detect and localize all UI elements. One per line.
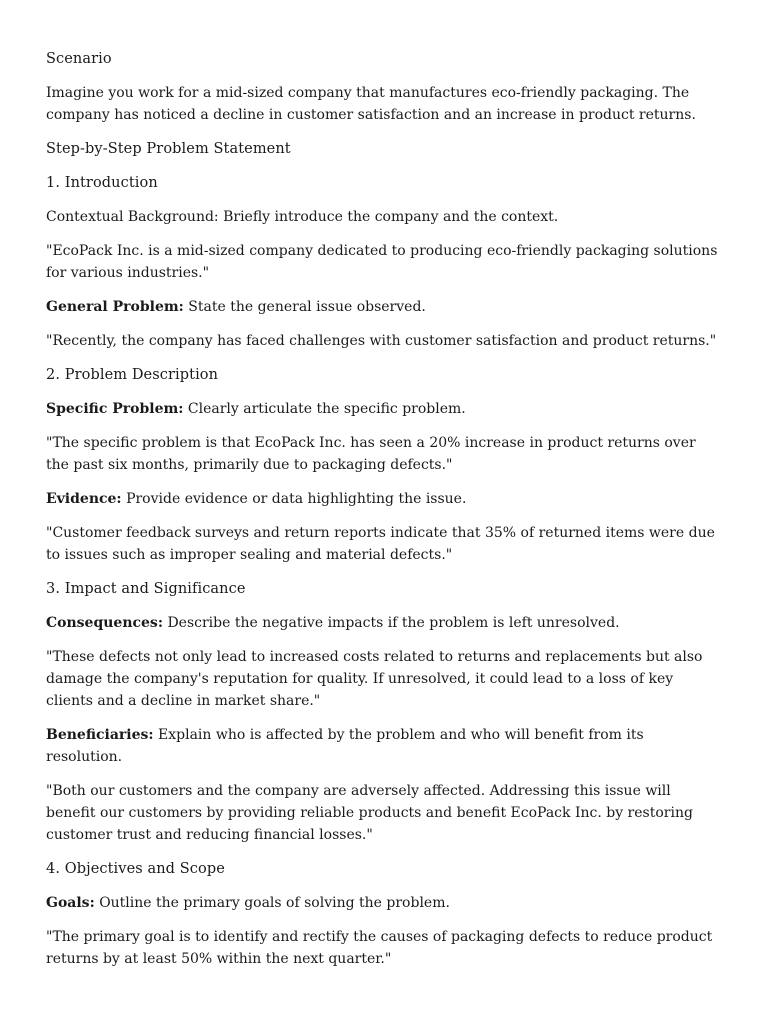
goals-paragraph bbox=[46, 892, 722, 914]
beneficiaries-text: Explain who is affected by the problem and who will benefit from its resolution. bbox=[46, 727, 644, 765]
contextual-background-label: Contextual Background: bbox=[46, 209, 219, 225]
specific-problem-quote: "The specific problem is that EcoPack Inc. has seen a 20% increase in product returns over the past six months, primarily due to packaging defects." bbox=[46, 435, 696, 473]
specific-problem-text: Clearly articulate the specific problem. bbox=[187, 401, 466, 417]
general-problem-quote: "Recently, the company has faced challenges with customer satisfaction and product returns." bbox=[46, 333, 717, 349]
goals-quote: "The primary goal is to identify and rectify the causes of packaging defects to reduce product returns by at least 50% within the next quarter." bbox=[46, 929, 713, 967]
consequences-quote: "These defects not only lead to increased costs related to returns and replacements but also damage the company's reputation for quality. If unresolved, it could lead to a loss of key clients and a decline in market share." bbox=[46, 649, 703, 709]
introduction-heading: 1. Introduction bbox=[46, 175, 158, 191]
evidence-text: Provide evidence or data highlighting the issue. bbox=[126, 491, 467, 507]
beneficiaries-label: Beneficiaries: bbox=[46, 727, 154, 743]
contextual-background-text: Briefly introduce the company and the context. bbox=[223, 209, 559, 225]
evidence-quote: "Customer feedback surveys and return reports indicate that 35% of returned items were due to issues such as improper sealing and material defects." bbox=[46, 525, 715, 563]
consequences-text: Describe the negative impacts if the problem is left unresolved. bbox=[167, 615, 620, 631]
goals-text: Outline the primary goals of solving the problem. bbox=[99, 895, 450, 911]
specific-problem-paragraph bbox=[46, 398, 722, 420]
general-problem-paragraph bbox=[46, 296, 722, 318]
scenario-text: Imagine you work for a mid-sized company that manufactures eco-friendly packaging. The company has noticed a decline in customer satisfaction and an increase in product returns. bbox=[46, 85, 696, 123]
document-page bbox=[46, 48, 722, 982]
problem-description-heading: 2. Problem Description bbox=[46, 367, 219, 383]
impact-heading: 3. Impact and Significance bbox=[46, 581, 246, 597]
general-problem-text: State the general issue observed. bbox=[188, 299, 426, 315]
problem-statement-heading: Step-by-Step Problem Statement bbox=[46, 141, 291, 157]
general-problem-label: General Problem: bbox=[46, 299, 184, 315]
beneficiaries-quote: "Both our customers and the company are adversely affected. Addressing this issue will benefit our customers by providing reliable products and benefit EcoPack Inc. by restoring customer trust and reducing financial losses." bbox=[46, 783, 693, 843]
beneficiaries-paragraph bbox=[46, 724, 722, 768]
contextual-background-paragraph bbox=[46, 206, 722, 228]
consequences-label: Consequences: bbox=[46, 615, 163, 631]
evidence-label: Evidence: bbox=[46, 491, 122, 507]
objectives-heading: 4. Objectives and Scope bbox=[46, 861, 225, 877]
evidence-paragraph bbox=[46, 488, 722, 510]
consequences-paragraph bbox=[46, 612, 722, 634]
contextual-background-quote: "EcoPack Inc. is a mid-sized company dedicated to producing eco-friendly packaging solutions for various industries." bbox=[46, 243, 718, 281]
specific-problem-label: Specific Problem: bbox=[46, 401, 184, 417]
goals-label: Goals: bbox=[46, 895, 95, 911]
scenario-heading: Scenario bbox=[46, 51, 112, 67]
